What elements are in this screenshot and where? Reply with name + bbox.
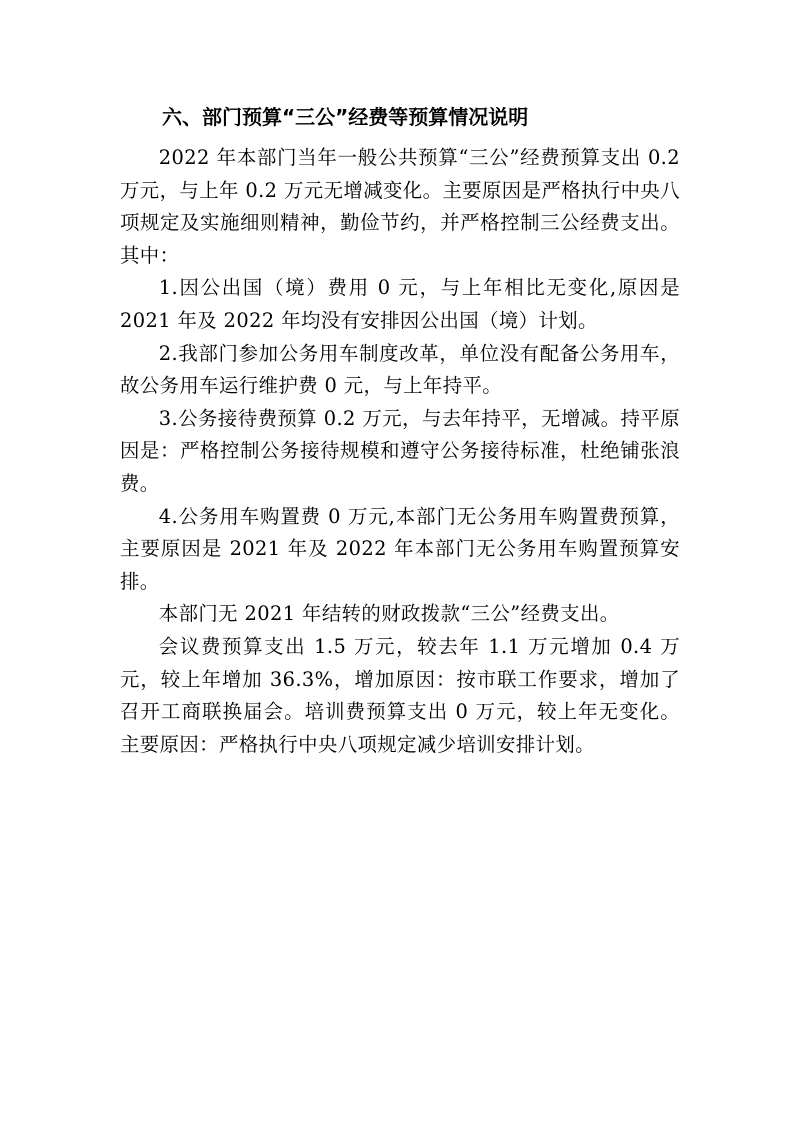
body-text <box>120 142 680 761</box>
paragraph-reception: 3.公务接待费预算 0.2 万元，与去年持平，无增减。持平原因是：严格控制公务接待规模和遵守公务接待标准，杜绝铺张浪费。 <box>120 406 680 495</box>
paragraph-vehicle-maintenance: 2.我部门参加公务用车制度改革，单位没有配备公务用车，故公务用车运行维护费 0 元，与上年持平。 <box>120 341 680 398</box>
paragraph-overseas-travel: 1.因公出国（境）费用 0 元，与上年相比无变化,原因是 2021 年及 2022 年均没有安排因公出国（境）计划。 <box>120 276 680 332</box>
paragraph-carryover: 本部门无 2021 年结转的财政拨款“三公”经费支出。 <box>158 602 620 626</box>
paragraph-summary: 2022 年本部门当年一般公共预算“三公”经费预算支出 0.2 万元，与上年 0.2 万元无增减变化。主要原因是严格执行中央八项规定及实施细则精神，勤俭节约，并严格控制三公经费支出。其中： <box>120 146 680 267</box>
paragraph-meeting-training: 会议费预算支出 1.5 万元，较去年 1.1 万元增加 0.4 万元，较上年增加 36.3%，增加原因：按市联工作要求，增加了召开工商联换届会。培训费预算支出 0 万元，较上年无变化。主要原因：严格执行中央八项规定减少培训安排计划。 <box>120 634 680 756</box>
paragraph-vehicle-purchase: 4.公务用车购置费 0 万元,本部门无公务用车购置费预算，主要原因是 2021 年及 2022 年本部门无公务用车购置预算安排。 <box>120 504 680 593</box>
section-heading: 六、部门预算“三公”经费等预算情况说明 <box>162 105 529 129</box>
